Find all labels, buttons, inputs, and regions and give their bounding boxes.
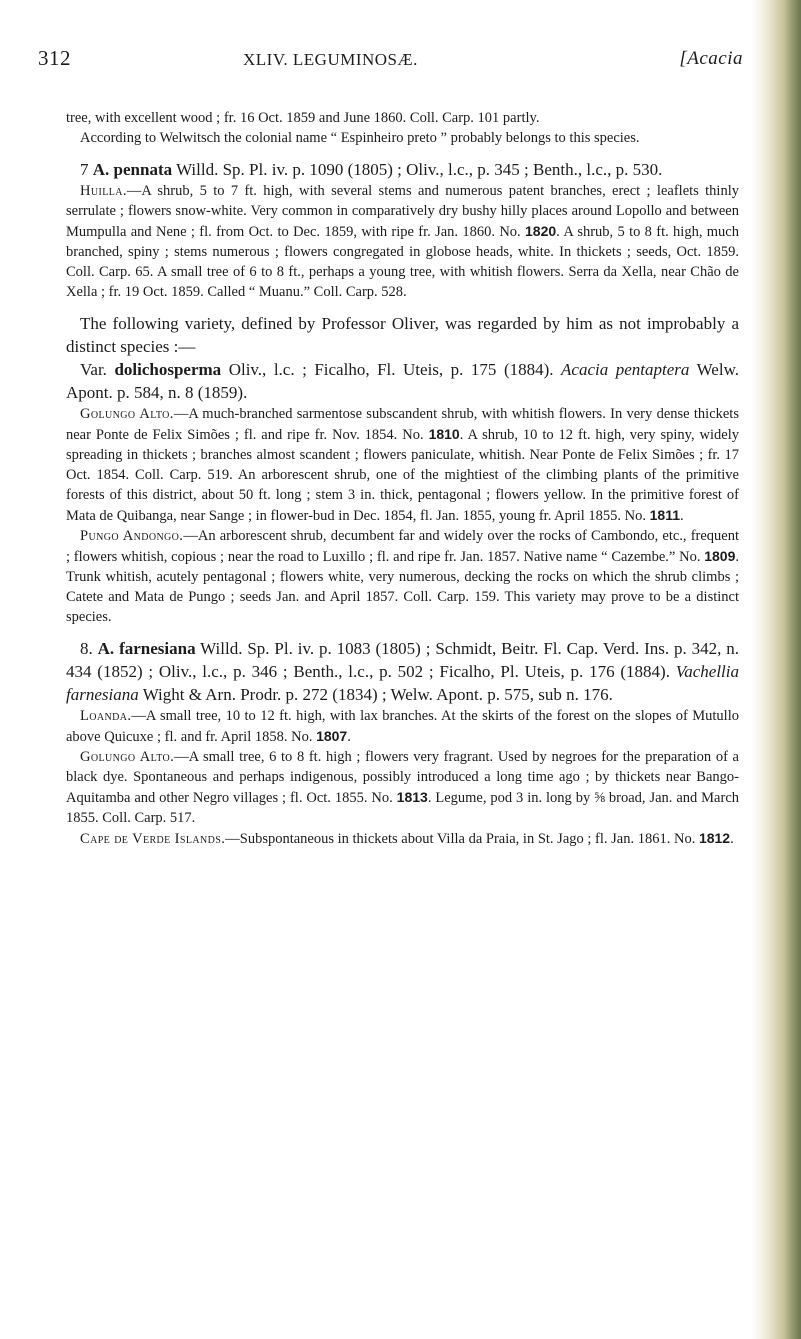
locality-text: —Subspontaneous in thickets about Villa da Praia, in St. Jago ; fl. Jan. 1861. No. <box>225 831 696 847</box>
species-citation: Willd. Sp. Pl. iv. p. 1090 (1805) ; Oliv., l.c., p. 345 ; Benth., l.c., p. 530. <box>176 160 663 179</box>
variety-intro: The following variety, defined by Professor Oliver, was regarded by him as not improbably a distinct species :— <box>66 314 739 356</box>
locality-cape-verde: Cape de Verde Islands.—Subspontaneous in thickets about Villa da Praia, in St. Jago ; fl. Jan. 1861. No. 1812. <box>80 830 734 847</box>
locality-name: Huilla. <box>80 183 127 199</box>
locality-name: Pungo Andongo. <box>80 528 184 544</box>
locality-text: —A small tree, 10 to 12 ft. high, with lax branches. At the skirts of the forest on the slopes of Mutullo above Quicuxe ; fl. and fr. April 1858. No. <box>66 708 739 745</box>
species-8-heading <box>66 637 739 706</box>
locality-text: —A shrub, 5 to 7 ft. high, with several stems and numerous patent branches, erect ; leaflets thinly serrulate ; flowers snow-white. Very common in comparatively dry bushy hilly places around Lopollo and between Mumpulla and Nene ; fl. from Oct. to Dec. 1859, with ripe fr. Jan. 1860. No. <box>66 183 739 240</box>
locality-text: —A small tree, 6 to 8 ft. high ; flowers very fragrant. Used by negroes for the preparation of a black dye. Spontaneous and perhaps indigenous, possibly introduced a long time ago ; by thickets near Bango-Aquitamba and other Negro villages ; fl. Oct. 1855. No. <box>66 749 739 806</box>
specimen-number: 1811 <box>649 507 680 523</box>
genus-heading: [Acacia <box>679 48 743 69</box>
page-number: 312 <box>38 46 71 70</box>
variety-label: Var. <box>80 360 107 379</box>
locality-huilla <box>66 181 739 302</box>
locality-text: . A shrub, 5 to 8 ft. high, much branched, spiny ; stems numerous ; flowers congregated in globose heads, white. In thickets ; seeds, Oct. 1859. Coll. Carp. 65. A small tree of 6 to 8 ft., perhaps a young tree, with whitish flowers. Serra da Xella, near Chão de Xella ; fr. 19 Oct. 1859. Called “ Muanu.” Coll. Carp. 528. <box>66 224 739 300</box>
locality-text: . A shrub, 10 to 12 ft. high, very spiny, widely spreading in thickets ; branches almost scandent ; flowers paniculate, whitish. Near Ponte de Felix Simões ; fr. 17 Oct. 1854. Coll. Carp. 519. An arborescent shrub, one of the mightiest of the climbing plants of the primitive forests of this district, about 50 ft. long ; stem 3 in. thick, pentagonal ; flowers yellow. In the primitive forest of Mata de Quibanga, near Sange ; in flower-bud in Dec. 1854, fl. Jan. 1855, young fr. April 1855. No. <box>66 427 740 524</box>
species-number: 8. <box>80 639 93 658</box>
locality-golungo: Golungo Alto.—A much-branched sarmentose subscandent shrub, with whitish flowers. In very dense thickets near Ponte de Felix Simões ; fl. and ripe fr. Nov. 1854. No. 1810. A shrub, 10 to 12 ft. high, very spiny, widely spreading in thickets ; branches almost scandent ; flowers paniculate, whitish. Near Ponte de Felix Simões ; fr. 17 Oct. 1854. Coll. Carp. 519. An arborescent shrub, one of the mightiest of the climbing plants of the primitive forests of this district, about 50 ft. long ; stem 3 in. thick, pentagonal ; flowers yellow. In the primitive forest of Mata de Quibanga, near Sange ; in flower-bud in Dec. 1854, fl. Jan. 1855, young fr. April 1855. No. 1811. <box>66 406 740 524</box>
species-epithet: farnesiana <box>119 639 196 658</box>
specimen-number: 1810 <box>428 426 460 442</box>
locality-name: Loanda. <box>80 708 132 724</box>
specimen-number: 1809 <box>704 548 736 564</box>
page-edge-binding <box>751 0 801 1339</box>
species-genus: A. <box>92 160 110 179</box>
species-number: 7 <box>80 160 89 179</box>
synonym-citation: Wight & Arn. Prodr. p. 272 (1834) ; Welw. Apont. p. 575, sub n. 176. <box>142 685 613 704</box>
species-epithet: pennata <box>113 160 173 179</box>
locality-pungo <box>66 526 739 627</box>
chapter-title: XLIV. LEGUMINOSÆ. <box>243 50 418 69</box>
synonym-citation: Welw. Apont. p. 584, n. 8 (1859). <box>66 360 740 402</box>
species-genus: A. <box>97 639 115 658</box>
locality-text: —A much-branched sarmentose subscandent shrub, with whitish flowers. In very dense thickets near Ponte de Felix Simões ; fl. and ripe fr. Nov. 1854. No. <box>66 406 739 443</box>
specimen-number: 1813 <box>396 789 428 805</box>
locality-name: Golungo Alto. <box>80 749 175 765</box>
species-citation: Willd. Sp. Pl. iv. p. 1083 (1805) ; Schmidt, Beitr. Fl. Cap. Verd. Ins. p. 342, n. 434 (1852) ; Oliv., l.c., p. 346 ; Benth., l.c., p. 502 ; Ficalho, Pl. Uteis, p. 176 (1884). <box>66 639 740 681</box>
specimen-number: 1820 <box>525 223 557 239</box>
paragraph-continuation: tree, with excellent wood ; fr. 16 Oct. 1859 and June 1860. Coll. Carp. 101 partly. <box>66 110 540 126</box>
variety-citation: Oliv., l.c. ; Ficalho, Fl. Uteis, p. 175 (1884). <box>228 360 554 379</box>
synonym-name: Vachellia farnesiana <box>66 662 739 704</box>
paragraph-note: According to Welwitsch the colonial name “ Espinheiro preto ” probably belongs to this species. <box>80 130 640 146</box>
specimen-number: 1807 <box>316 728 348 744</box>
variety-heading <box>66 358 739 404</box>
running-header <box>38 46 743 70</box>
specimen-number: 1812 <box>698 830 731 846</box>
locality-golungo-2 <box>66 747 739 828</box>
locality-loanda: Loanda.—A small tree, 10 to 12 ft. high, with lax branches. At the skirts of the forest on the slopes of Mutullo above Quicuxe ; fl. and fr. April 1858. No. 1807. <box>66 708 739 745</box>
locality-name: Cape de Verde Islands. <box>80 831 226 847</box>
locality-name: Golungo Alto. <box>80 406 174 422</box>
synonym-name: Acacia pentaptera <box>561 360 690 379</box>
locality-text: —An arborescent shrub, decumbent far and widely over the rocks of Cambondo, etc., frequent ; flowers whitish, copious ; near the road to Luxillo ; fl. and ripe fr. Jan. 1857. Native name “ Cazembe.” No. <box>66 528 739 565</box>
species-7-heading <box>66 158 739 181</box>
body-text <box>66 108 739 849</box>
locality-text: . Trunk whitish, acutely pentagonal ; flowers white, very numerous, decking the rocks on which the shrub climbs ; Catete and Mata de Pungo ; seeds Jan. and April 1857. Coll. Carp. 159. This variety may prove to be a distinct species. <box>66 549 740 625</box>
locality-text: . Legume, pod 3 in. long by ⅝ broad, Jan. and March 1855. Coll. Carp. 517. <box>66 790 740 826</box>
variety-name: dolichosperma <box>114 360 222 379</box>
